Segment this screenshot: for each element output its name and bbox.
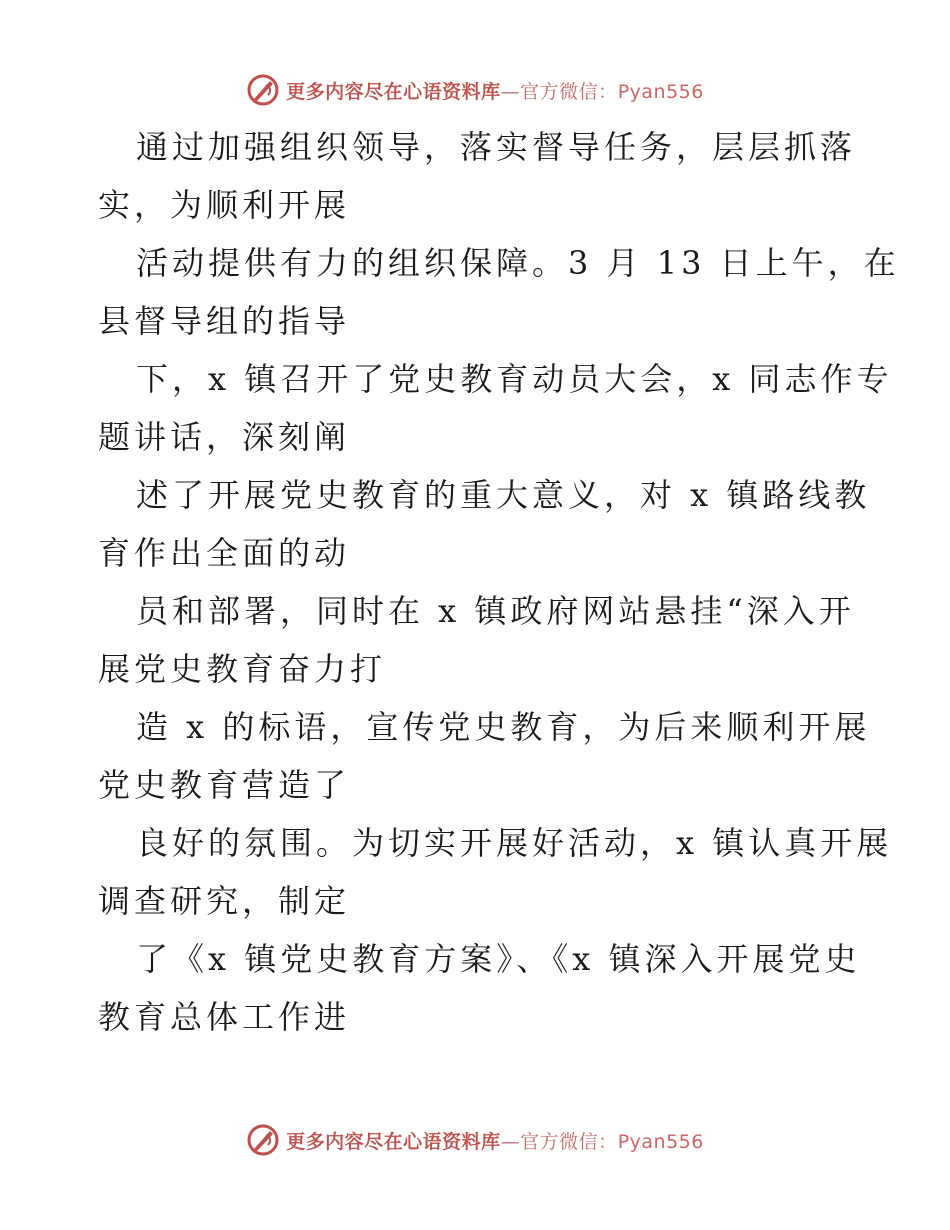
- paragraph: [98, 698, 871, 814]
- quill-logo-icon: [246, 1123, 280, 1157]
- paragraph-line: 调查研究，制定: [98, 882, 351, 920]
- header-separator: —: [500, 80, 521, 103]
- paragraph-line: 良好的氛围。为切实开展好活动，x 镇认真开展: [136, 824, 893, 862]
- paragraph-line: 造 x 的标语，宣传党史教育，为后来顺利开展: [136, 708, 871, 746]
- paragraph-line: 通过加强组织领导，落实督导任务，层层抓落: [136, 128, 857, 166]
- document-body: [98, 118, 900, 1046]
- paragraph: [98, 582, 858, 698]
- header-wechat-id: Pyan556: [617, 80, 704, 103]
- footer-separator: —: [500, 1130, 521, 1153]
- header-banner-text: [286, 77, 704, 104]
- paragraph-line: 教育总体工作进: [98, 998, 351, 1036]
- paragraph-line: 下，x 镇召开了党史教育动员大会，x 同志作专: [136, 360, 893, 398]
- paragraph-line: 述了开展党史教育的重大意义，对 x 镇路线教: [136, 476, 871, 514]
- footer-wechat-id: Pyan556: [617, 1130, 704, 1153]
- paragraph-line: 员和部署，同时在 x 镇政府网站悬挂“深入开: [136, 592, 855, 630]
- header-lead-text: 更多内容尽在心语资料库: [286, 80, 501, 103]
- paragraph: [98, 930, 861, 1046]
- footer-banner-text: [286, 1127, 704, 1154]
- paragraph-line: 实，为顺利开展: [98, 186, 351, 224]
- paragraph: [98, 814, 893, 930]
- paragraph-line: 活动提供有力的组织保障。3 月 13 日上午，在: [136, 244, 900, 282]
- paragraph: [98, 118, 858, 234]
- quill-logo-icon: [246, 73, 280, 107]
- footer-official-label: 官方微信：: [520, 1130, 618, 1153]
- paragraph-line: 育作出全面的动: [98, 534, 351, 572]
- paragraph-line: 展党史教育奋力打: [98, 650, 387, 688]
- paragraph: [98, 466, 871, 582]
- paragraph: [98, 350, 893, 466]
- paragraph-line: 县督导组的指导: [98, 302, 351, 340]
- header-banner: [0, 70, 950, 110]
- header-official-label: 官方微信：: [520, 80, 618, 103]
- paragraph-line: 党史教育营造了: [98, 766, 351, 804]
- paragraph: [98, 234, 900, 350]
- paragraph-line: 题讲话，深刻阐: [98, 418, 351, 456]
- paragraph-line: 了《x 镇党史教育方案》、《x 镇深入开展党史: [136, 940, 861, 978]
- footer-lead-text: 更多内容尽在心语资料库: [286, 1130, 501, 1153]
- footer-banner: [0, 1120, 950, 1160]
